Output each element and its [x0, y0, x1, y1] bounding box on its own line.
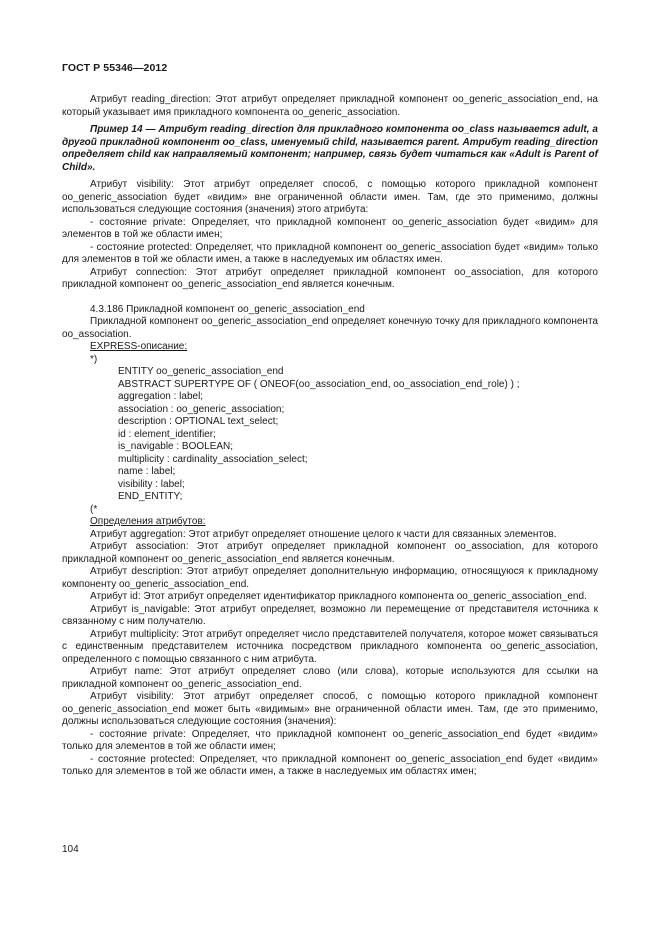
def-association: Атрибут association: Этот атрибут определяет прикладной компонент oo_association, для которого прикладной компонент oo_generic_association_end является конечным. [62, 541, 598, 565]
code-line: name : label; [118, 466, 176, 478]
code-line: association : oo_generic_association; [118, 403, 285, 415]
code-line: END_ENTITY; [118, 491, 183, 503]
paragraph-visibility: Атрибут visibility: Этот атрибут определяет способ, с помощью которого прикладной компонент oo_generic_association будет «видим» вне ограниченной области имен. Там, где это применимо, должны использоваться следующие состояния (значения) этого атрибута: [62, 179, 598, 216]
paragraph-connection: Атрибут connection: Этот атрибут определяет прикладной компонент oo_association, для которого прикладной компонент oo_generic_association_end является конечным. [62, 266, 598, 291]
code-line: multiplicity : cardinality_association_select; [118, 453, 308, 465]
code-line: aggregation : label; [118, 391, 204, 403]
paragraph-private: - состояние private: Определяет, что прикладной компонент oo_generic_association будет «видим» для элементов в той же области имен; [62, 216, 598, 241]
page-number: 104 [62, 844, 79, 855]
code-line: visibility : label; [118, 478, 185, 490]
code-line: description : OPTIONAL text_select; [118, 416, 279, 428]
code-line: id : element_identifier; [118, 428, 216, 440]
def-aggregation: Атрибут aggregation: Этот атрибут определяет отношение целого к части для связанных элементов. [90, 528, 557, 540]
def-is-navigable: Атрибут is_navigable: Этот атрибут определяет, возможно ли перемещение от представителя источника к связанному с ним получателю. [62, 603, 598, 628]
paragraph-definition: Прикладной компонент oo_generic_association_end определяет конечную точку для прикладного компонента oo_association. [62, 316, 598, 340]
page-body [62, 94, 598, 779]
def-visibility: Атрибут visibility: Этот атрибут определяет способ, с помощью которого прикладной компонент oo_generic_association_end может быть «видимым» вне ограниченной области имен. Там, где это применимо, должны использоваться следующие состояния (значения): [62, 691, 598, 728]
code-line: ABSTRACT SUPERTYPE OF ( ONEOF(oo_association_end, oo_association_end_role) ) ; [118, 378, 520, 390]
code-line: ENTITY oo_generic_association_end [118, 366, 284, 378]
def-multiplicity: Атрибут multiplicity: Этот атрибут определяет число представителей получателя, которое может связываться с единственным представителем источника посредством прикладного компонента oo_generic_association, определенного с помощью связанного с ним атрибута. [62, 628, 598, 665]
def-id: Атрибут id: Этот атрибут определяет идентификатор прикладного компонента oo_generic_association_end. [90, 591, 587, 603]
example-14: Пример 14 — Атрибут reading_direction для прикладного компонента oo_class называется adult, а другой прикладной компонент oo_class, именуемый child, называется parent. Атрибут reading_direction определяет child как направляемый компонент; например, связь будет читаться как «Adult is Parent of Child». [62, 124, 598, 173]
def-name: Атрибут name: Этот атрибут определяет слово (или слова), которые используются для ссылки на прикладной компонент oo_generic_association_end. [62, 666, 598, 690]
def-description: Атрибут description: Этот атрибут определяет дополнительную информацию, относящуюся к прикладному компоненту oo_generic_association_end. [62, 566, 598, 590]
section-heading: 4.3.186 Прикладной компонент oo_generic_association_end [90, 303, 365, 315]
code-close: (* [90, 503, 98, 515]
code-open: *) [90, 353, 98, 365]
def-protected: - состояние protected: Определяет, что прикладной компонент oo_generic_association_end будет «видим» только для элементов в той же области имен, а также в наследуемых им областях имен; [62, 753, 598, 778]
paragraph-protected: - состояние protected: Определяет, что прикладной компонент oo_generic_association будет «видим» только для элементов в той же области имен, а также в наследуемых им областях имен. [62, 241, 598, 266]
code-line: is_navigable : BOOLEAN; [118, 441, 234, 453]
express-label: EXPRESS-описание: [90, 341, 188, 353]
page-header: ГОСТ Р 55346—2012 [62, 62, 168, 74]
def-private: - состояние private: Определяет, что прикладной компонент oo_generic_association_end будет «видим» только для элементов в той же области имен; [62, 728, 598, 753]
definitions-label: Определения атрибутов: [90, 516, 206, 528]
paragraph-reading-direction: Атрибут reading_direction: Этот атрибут определяет прикладной компонент oo_generic_association_end, на который указывает имя прикладного компонента oo_generic_association. [62, 94, 598, 118]
